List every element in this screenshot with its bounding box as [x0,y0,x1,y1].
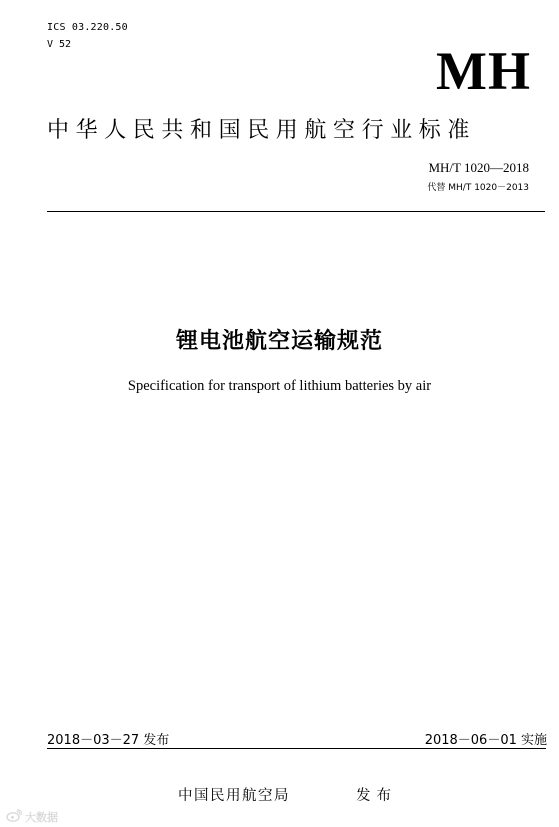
issue-label: 发布 [356,788,397,804]
implement-date: 2018－06－01 实施 [424,733,547,748]
issuing-authority: 中国民用航空局 [178,788,290,804]
ccs-code: V 52 [47,39,72,50]
replaces-note: 代替 MH/T 1020－2013 [427,183,529,193]
watermark-text: 大数据 [25,810,58,824]
watermark [6,807,58,826]
document-title-english: Specification for transport of lithium batteries by air [127,378,432,394]
weibo-icon [6,807,22,826]
footer-divider [47,748,546,749]
standard-category: 中华人民共和国民用航空行业标准 [47,118,477,143]
industry-logo: MH [436,41,531,101]
header-divider [47,211,545,212]
standard-number: MH/T 1020—2018 [428,160,529,175]
document-title-chinese: 锂电池航空运输规范 [175,329,383,354]
publish-date: 2018－03－27 发布 [47,733,170,748]
ics-code: ICS 03.220.50 [47,22,128,33]
